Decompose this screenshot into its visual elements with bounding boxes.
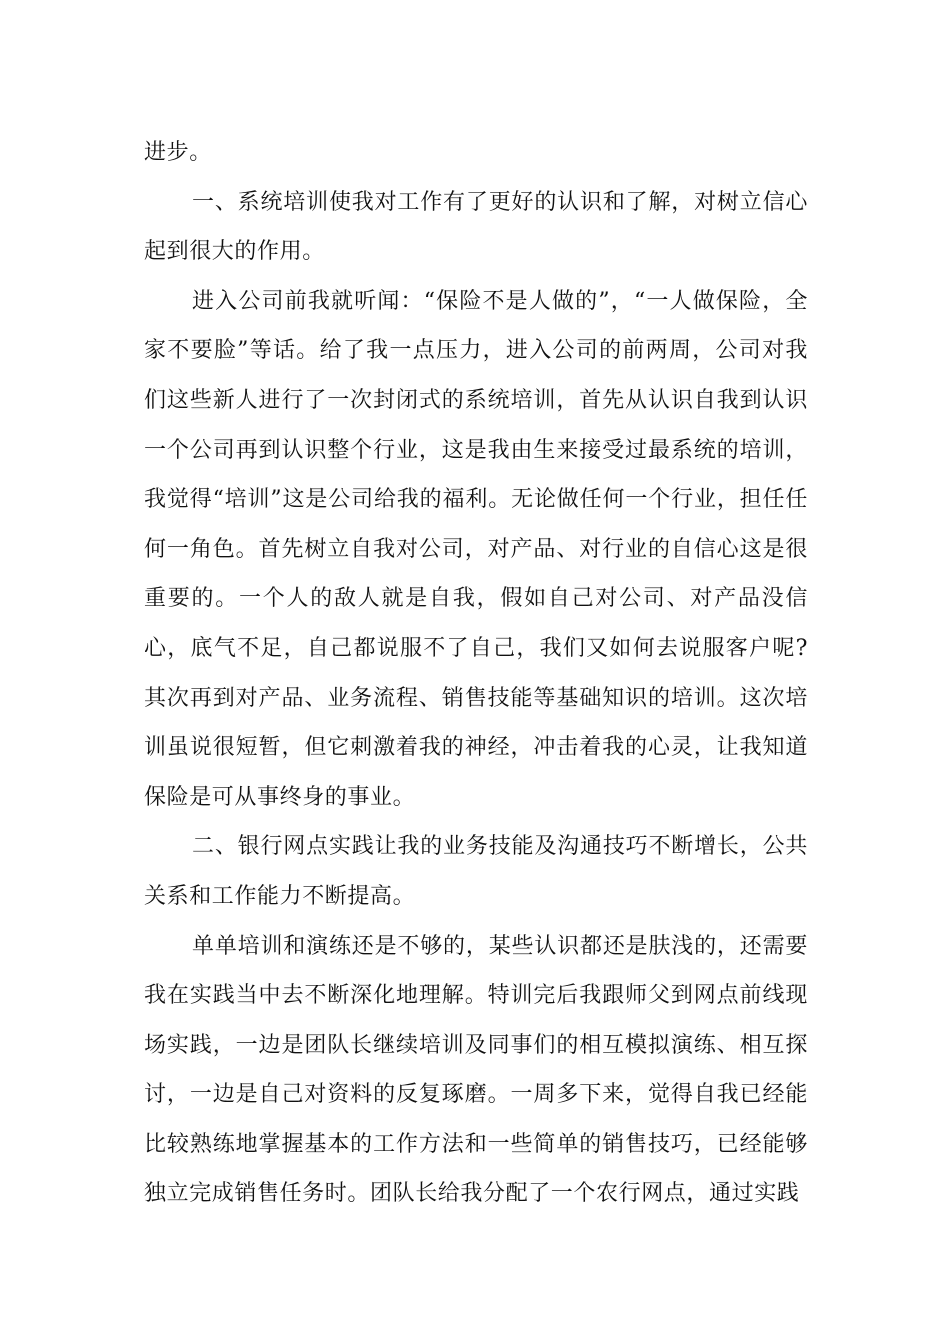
document-body — [144, 128, 808, 1219]
paragraph-heading-1: 一、系统培训使我对工作有了更好的认识和了解，对树立信心起到很大的作用。 — [144, 189, 808, 265]
paragraph-training: 进入公司前我就听闻：“保险不是人做的”，“一人做保险，全家不要脸”等话。给了我一点压力，进入公司的前两周，公司对我们这些新人进行了一次封闭式的系统培训，首先从认识自我到认识一个公司再到认识整个行业，这是我由生来接受过最系统的培训，我觉得“培训”这是公司给我的福利。无论做任何一个行业，担任任何一角色。首先树立自我对公司，对产品、对行业的自信心这是很重要的。一个人的敌人就是自我，假如自己对公司、对产品没信心，底气不足，自己都说服不了自己，我们又如何去说服客户呢?其次再到对产品、业务流程、销售技能等基础知识的培训。这次培训虽说很短暂，但它刺激着我的神经，冲击着我的心灵，让我知道保险是可从事终身的事业。 — [144, 288, 808, 810]
paragraph-practice: 单单培训和演练还是不够的，某些认识都还是肤浅的，还需要我在实践当中去不断深化地理解。特训完后我跟师父到网点前线现场实践，一边是团队长继续培训及同事们的相互模拟演练、相互探讨，一边是自己对资料的反复琢磨。一周多下来，觉得自我已经能比较熟练地掌握基本的工作方法和一些简单的销售技巧，已经能够独立完成销售任务时。团队长给我分配了一个农行网点，通过实践 — [144, 933, 808, 1207]
paragraph-heading-2: 二、银行网点实践让我的业务技能及沟通技巧不断增长，公共关系和工作能力不断提高。 — [144, 834, 808, 909]
paragraph-continuation: 进步。 — [144, 140, 212, 165]
